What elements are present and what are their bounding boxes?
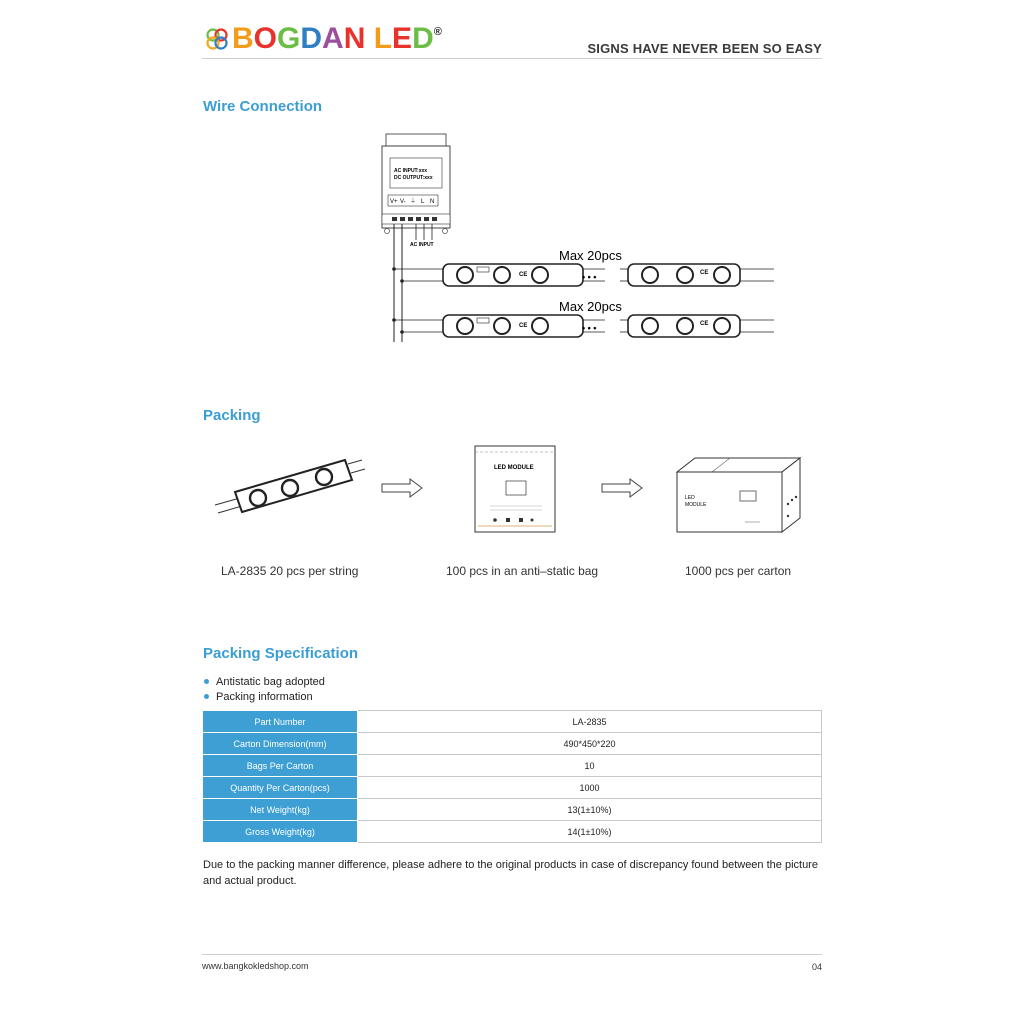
bullet-item: Packing information xyxy=(204,689,325,704)
ellipsis-row-1: • • • xyxy=(582,272,597,282)
ce-mark: CE xyxy=(700,321,709,327)
driver-output-text: DC OUTPUT:xxx xyxy=(394,175,433,181)
wire-connection-title: Wire Connection xyxy=(203,98,323,115)
packing-title: Packing xyxy=(203,407,261,424)
row-value: 14(1±10%) xyxy=(358,821,822,843)
ellipsis-row-2: • • • xyxy=(582,323,597,333)
logo-registered-mark: ® xyxy=(433,26,442,38)
driver-input-text: AC INPUT:xxx xyxy=(394,168,428,174)
packing-note: Due to the packing manner difference, please adhere to the original products in case of discrepancy found between the picture and actual product. xyxy=(203,859,818,887)
bullet-item: Antistatic bag adopted xyxy=(204,674,325,689)
footer-url: www.bangkokledshop.com xyxy=(202,961,309,971)
led-module-string-1 xyxy=(443,264,605,286)
brand-logo xyxy=(204,24,442,54)
ce-mark: CE xyxy=(519,323,528,329)
wire-connection-diagram xyxy=(370,132,780,347)
led-module-string-1-end xyxy=(620,264,774,286)
led-module-string-2-end xyxy=(620,315,774,337)
terminal-label: ⏚ xyxy=(410,199,417,205)
packing-spec-table xyxy=(203,710,822,843)
row-value: 1000 xyxy=(358,777,822,799)
spec-bullets xyxy=(204,674,325,704)
table-row xyxy=(203,755,822,777)
header-divider xyxy=(202,58,822,59)
row-label: Part Number xyxy=(203,711,358,733)
packing-caption-bag: 100 pcs in an anti–static bag xyxy=(446,564,599,578)
tagline: SIGNS HAVE NEVER BEEN SO EASY xyxy=(587,41,822,56)
anti-static-bag-image xyxy=(475,446,555,532)
packing-illustration xyxy=(210,440,810,540)
row-label: Quantity Per Carton(pcs) xyxy=(203,777,358,799)
page-number: 04 xyxy=(811,962,822,972)
bullet-dot-icon xyxy=(204,694,209,699)
terminal-label: V- xyxy=(400,199,406,205)
row-label: Bags Per Carton xyxy=(203,755,358,777)
carton-label-1: LED xyxy=(685,495,695,501)
terminal-label: L xyxy=(421,199,425,205)
row-value: 490*450*220 xyxy=(358,733,822,755)
carton-box-image xyxy=(677,458,800,532)
logo-wordmark: BOGDAN LED xyxy=(232,22,434,55)
footer-divider xyxy=(202,954,822,955)
max-label-row-1: Max 20pcs xyxy=(559,248,622,263)
bag-label: LED MODULE xyxy=(494,465,534,471)
bullet-dot-icon xyxy=(204,679,209,684)
table-row xyxy=(203,777,822,799)
ac-input-label: AC INPUT xyxy=(410,242,434,248)
table-row xyxy=(203,821,822,843)
row-label: Net Weight(kg) xyxy=(203,799,358,821)
packing-spec-title: Packing Specification xyxy=(203,645,359,662)
carton-label-2: MODULE xyxy=(685,502,707,508)
row-value: 10 xyxy=(358,755,822,777)
packing-caption-string: LA-2835 20 pcs per string xyxy=(221,564,359,578)
ce-mark: CE xyxy=(700,270,709,276)
arrow-right-icon xyxy=(382,479,422,497)
row-label: Carton Dimension(mm) xyxy=(203,733,358,755)
table-row xyxy=(203,733,822,755)
table-row xyxy=(203,711,822,733)
terminal-label: N xyxy=(430,199,435,205)
row-value: LA-2835 xyxy=(358,711,822,733)
row-value: 13(1±10%) xyxy=(358,799,822,821)
terminal-label: V+ xyxy=(390,199,398,205)
table-row xyxy=(203,799,822,821)
arrow-right-icon xyxy=(602,479,642,497)
ce-mark: CE xyxy=(519,272,528,278)
led-module-string-2 xyxy=(443,315,605,337)
max-label-row-2: Max 20pcs xyxy=(559,299,622,314)
row-label: Gross Weight(kg) xyxy=(203,821,358,843)
logo-mark-icon xyxy=(204,26,230,52)
led-string-image xyxy=(215,460,365,513)
packing-caption-carton: 1000 pcs per carton xyxy=(685,564,792,578)
